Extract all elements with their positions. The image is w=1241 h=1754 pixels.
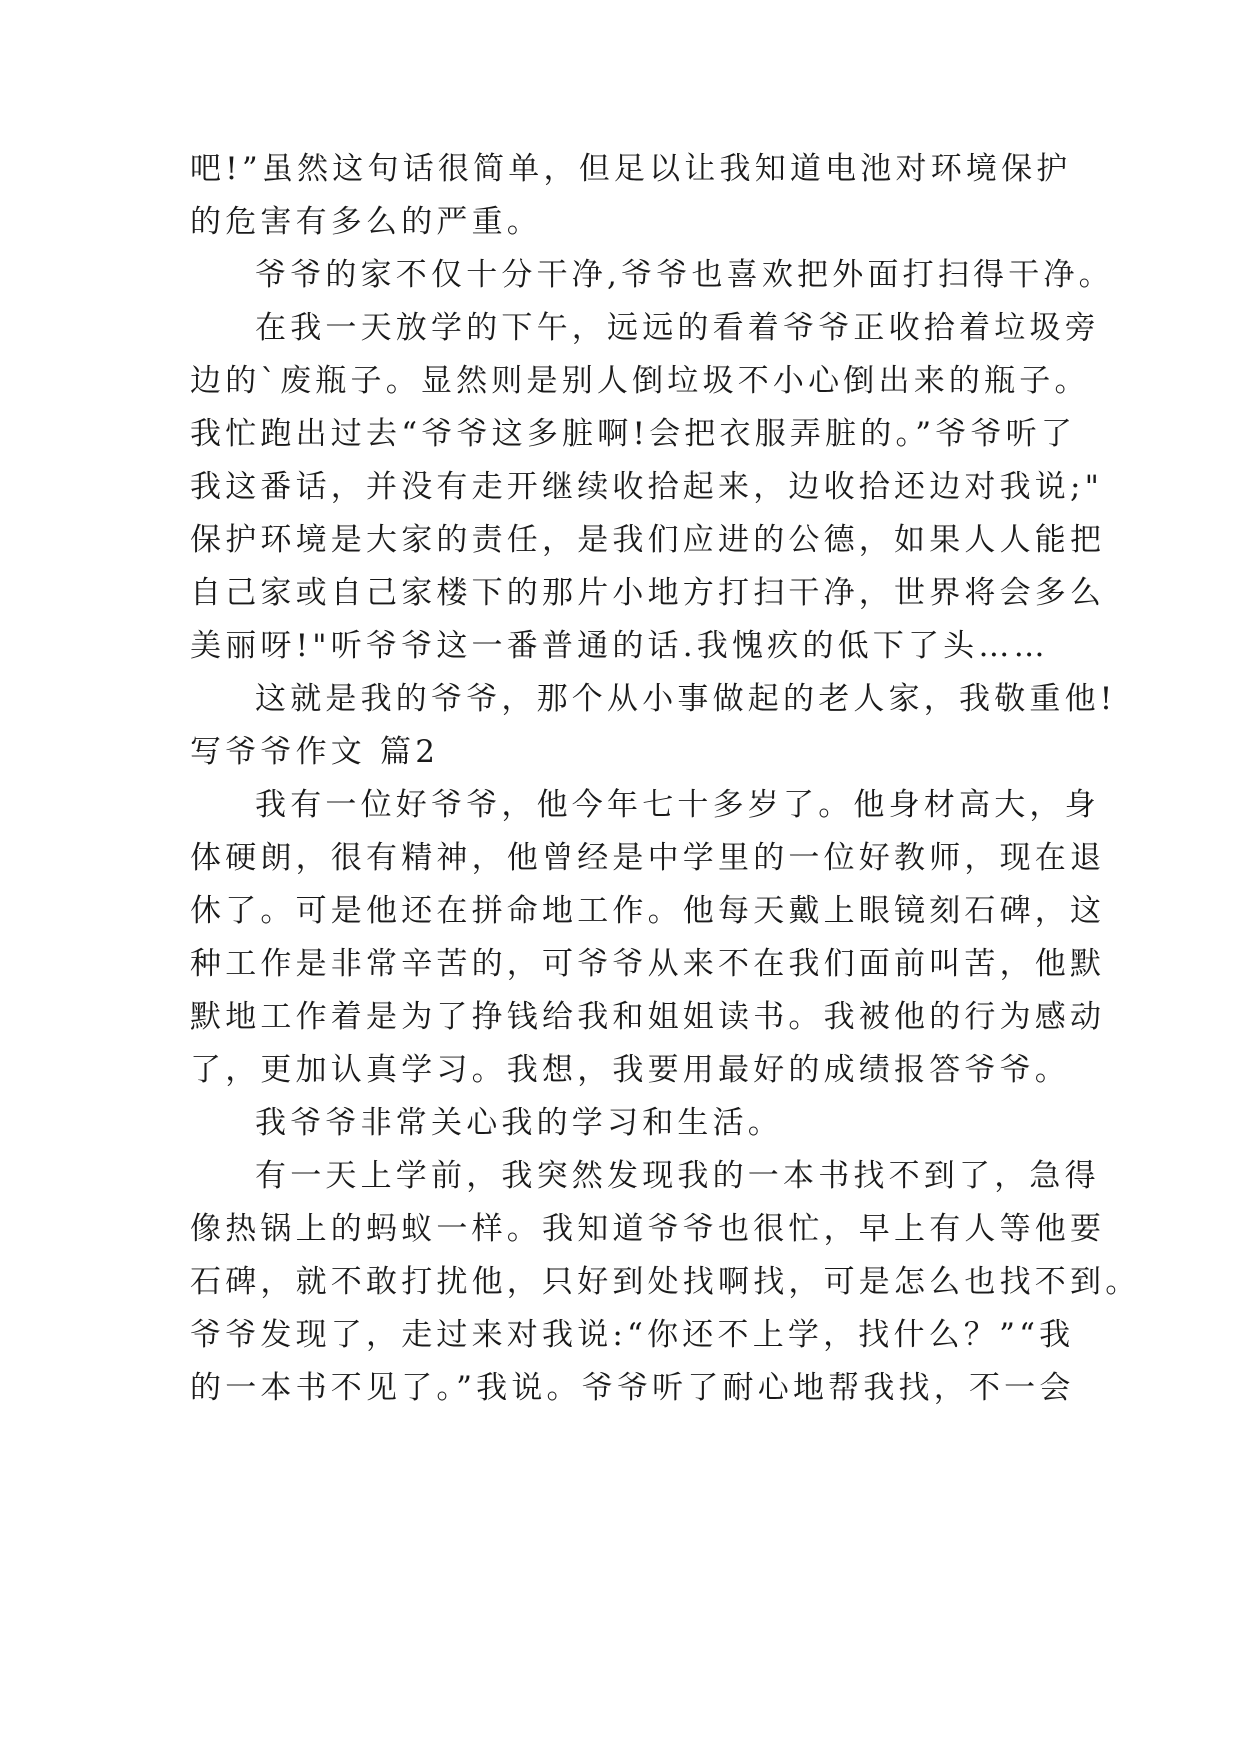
text-line: 的一本书不见了。”我说。爷爷听了耐心地帮我找，不一会 (190, 1370, 1075, 1406)
text-line: 体硬朗，很有精神，他曾经是中学里的一位好教师，现在退 (190, 840, 1106, 876)
text-line: 我这番话，并没有走开继续收拾起来，边收拾还边对我说;" (190, 469, 1104, 505)
text-line: 休了。可是他还在拼命地工作。他每天戴上眼镜刻石碑，这 (190, 893, 1106, 929)
text-line: 的危害有多么的严重。 (190, 204, 542, 240)
text-line: 自己家或自己家楼下的那片小地方打扫干净，世界将会多么 (190, 575, 1106, 611)
text-line: 了，更加认真学习。我想，我要用最好的成绩报答爷爷。 (190, 1052, 1070, 1088)
section-heading: 写爷爷作文 篇2 (190, 734, 440, 770)
paragraph-start-line: 在我一天放学的下午，远远的看着爷爷正收拾着垃圾旁 (255, 310, 1100, 346)
text-line: 边的`废瓶子。显然则是别人倒垃圾不小心倒出来的瓶子。 (190, 363, 1090, 399)
paragraph-start-line: 我爷爷非常关心我的学习和生活。 (255, 1105, 783, 1141)
paragraph-start-line: 爷爷的家不仅十分干净,爷爷也喜欢把外面打扫得干净。 (255, 257, 1114, 293)
text-line: 吧!”虽然这句话很简单，但足以让我知道电池对环境保护 (190, 151, 1072, 187)
text-line: 我忙跑出过去“爷爷这多脏啊!会把衣服弄脏的。”爷爷听了 (190, 416, 1077, 452)
text-line: 默地工作着是为了挣钱给我和姐姐读书。我被他的行为感动 (190, 999, 1106, 1035)
text-line: 种工作是非常辛苦的，可爷爷从来不在我们面前叫苦，他默 (190, 946, 1106, 982)
paragraph-start-line: 我有一位好爷爷，他今年七十多岁了。他身材高大，身 (255, 787, 1100, 823)
text-line: 像热锅上的蚂蚁一样。我知道爷爷也很忙，早上有人等他要 (190, 1211, 1106, 1247)
paragraph-start-line: 有一天上学前，我突然发现我的一本书找不到了，急得 (255, 1158, 1100, 1194)
text-line: 保护环境是大家的责任，是我们应进的公德，如果人人能把 (190, 522, 1106, 558)
text-line: 美丽呀!"听爷爷这一番普通的话.我愧疚的低下了头…… (190, 628, 1049, 664)
text-line: 石碑，就不敢打扰他，只好到处找啊找，可是怎么也找不到。 (190, 1264, 1141, 1300)
text-line: 爷爷发现了，走过来对我说:“你还不上学，找什么？”“我 (190, 1317, 1075, 1353)
paragraph-start-line: 这就是我的爷爷，那个从小事做起的老人家，我敬重他! (255, 681, 1117, 717)
